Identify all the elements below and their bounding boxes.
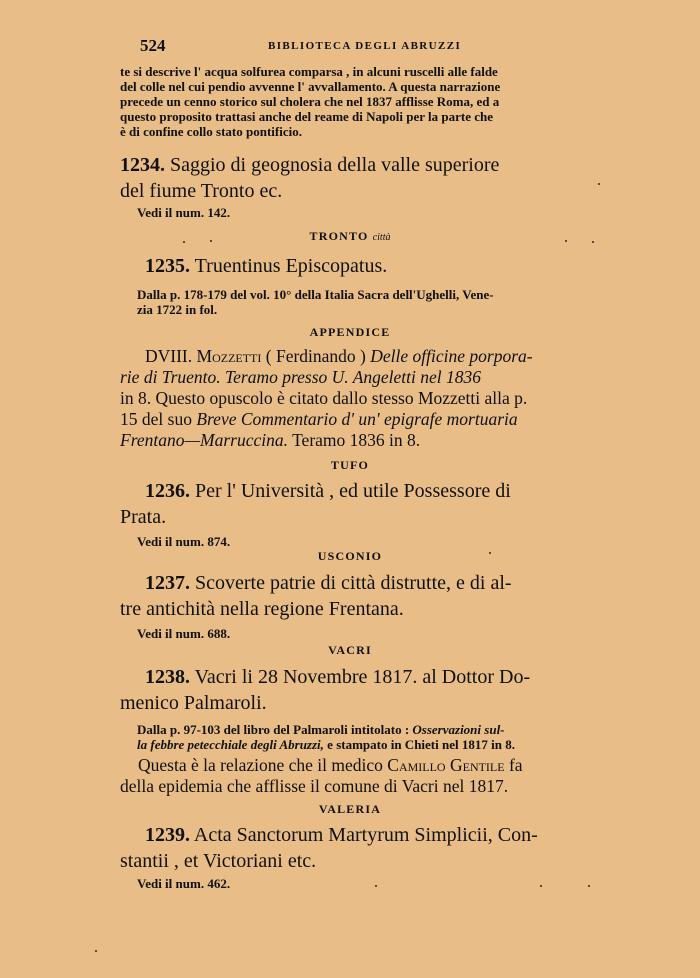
section-heading-vacri <box>0 643 700 658</box>
section-name: USCONIO <box>317 549 383 563</box>
scan-speck <box>489 552 491 554</box>
note-line <box>120 755 630 776</box>
appendix-line <box>120 346 630 367</box>
appendix-author-given: ( Ferdinando ) <box>265 346 366 366</box>
intro-line: del colle nel cui pendio avvenne l' avvallamento. A questa narrazione <box>120 79 501 94</box>
appendix-entry <box>120 346 630 451</box>
entry-title-cont: tre antichità nella regione Frentana. <box>120 598 404 620</box>
entry-1238 <box>120 664 630 716</box>
entry-number: 1238. <box>145 666 190 688</box>
note-text: fa <box>508 755 523 775</box>
intro-line: te si descrive l' acqua solfurea comparsa , in alcuni ruscelli alle falde <box>120 64 498 79</box>
appendix-text: Teramo 1836 in 8. <box>292 430 421 450</box>
note-line: della epidemia che afflisse il comune di Vacri nel 1817. <box>120 776 509 796</box>
entry-number: 1237. <box>145 572 190 594</box>
scan-speck <box>210 240 212 242</box>
section-heading-valeria <box>0 802 700 817</box>
intro-line: precede un cenno storico sul cholera che nel 1837 afflisse Roma, ed a <box>120 94 500 109</box>
intro-line: è di confine collo stato pontificio. <box>120 124 302 139</box>
entry-1234 <box>120 152 630 204</box>
entry-title: Scoverte patrie di città distrutte, e di al- <box>195 572 512 594</box>
running-title: BIBLIOTECA DEGLI ABRUZZI <box>268 40 462 52</box>
scan-speck <box>183 241 185 243</box>
appendix-line: rie di Truento. Teramo presso U. Angeletti nel 1836 <box>120 367 482 387</box>
note-line <box>137 722 627 737</box>
appendix-text: 15 del suo <box>120 409 192 429</box>
entry-title-cont: menico Palmaroli. <box>120 692 267 714</box>
cross-reference: Vedi il num. 688. <box>137 626 231 641</box>
cross-reference: Vedi il num. 874. <box>137 534 231 549</box>
scan-speck <box>375 885 377 887</box>
entry-note <box>137 287 627 317</box>
scan-speck <box>592 241 594 243</box>
entry-line <box>120 570 630 596</box>
entry-1235 <box>145 253 655 279</box>
note-line <box>137 737 627 752</box>
section-suffix: città <box>372 232 391 243</box>
entry-line <box>120 152 630 178</box>
section-name: VACRI <box>328 643 372 657</box>
scan-speck <box>565 240 567 242</box>
page-number: 524 <box>140 36 166 55</box>
entry-number: 1239. <box>145 824 190 846</box>
entry-number: 1236. <box>145 480 190 502</box>
entry-1236 <box>120 478 630 530</box>
section-name: TRONTO <box>309 229 369 243</box>
appendix-cited-title: Breve Commentario d' un' epigrafe mortuaria <box>196 409 518 429</box>
entry-number: 1235. <box>145 255 190 277</box>
note-text: Questa è la relazione che il medico <box>138 755 383 775</box>
entry-title: Truentinus Episcopatus. <box>194 255 388 277</box>
entry-1237 <box>120 570 630 622</box>
cross-reference: Vedi il num. 142. <box>137 205 231 220</box>
note-cited-title: Osservazioni sul- <box>412 722 505 737</box>
section-heading-usconio <box>0 549 700 564</box>
appendix-line: in 8. Questo opuscolo è citato dallo stesso Mozzetti alla p. <box>120 388 528 408</box>
entry-title: Acta Sanctorum Martyrum Simplicii, Con- <box>193 824 538 846</box>
appendix-author: Mozzetti <box>196 346 262 366</box>
entry-title-cont: Prata. <box>120 506 167 528</box>
scan-speck <box>95 950 97 952</box>
entry-title: Vacri li 28 Novembre 1817. al Dottor Do- <box>194 666 531 688</box>
note-line: Dalla p. 178-179 del vol. 10° della Italia Sacra dell'Ughelli, Vene- <box>137 287 494 302</box>
section-heading-tufo <box>0 458 700 473</box>
cross-reference: Vedi il num. 462. <box>137 876 231 891</box>
section-name: TUFO <box>330 458 370 472</box>
appendix-line <box>120 409 630 430</box>
note-person-name: Camillo Gentile <box>387 755 505 775</box>
entry-title-cont: stantii , et Victoriani etc. <box>120 850 317 872</box>
note-cited-title: la febbre petecchiale degli Abruzzi, <box>137 737 324 752</box>
entry-number: 1234. <box>120 154 165 176</box>
intro-line: questo proposito trattasi anche del reame di Napoli per la parte che <box>120 109 494 124</box>
scan-speck <box>540 885 542 887</box>
section-heading-appendice <box>0 325 700 340</box>
entry-1239 <box>120 822 630 874</box>
section-name: APPENDICE <box>309 325 391 339</box>
entry-line <box>120 664 630 690</box>
entry-title: Saggio di geognosia della valle superiore <box>170 154 500 176</box>
entry-note <box>137 722 627 752</box>
scan-speck <box>598 183 600 185</box>
intro-paragraph <box>120 64 630 139</box>
entry-title: Per l' Università , ed utile Possessore di <box>195 480 511 502</box>
entry-note-body <box>120 755 630 797</box>
appendix-roman-number: DVIII. <box>145 346 193 366</box>
appendix-line <box>120 430 630 451</box>
entry-line <box>120 822 630 848</box>
appendix-title: Delle officine porpora- <box>370 346 533 366</box>
section-heading-tronto <box>0 229 700 244</box>
page-header <box>140 36 560 58</box>
entry-line <box>120 478 630 504</box>
note-text: Dalla p. 97-103 del libro del Palmaroli intitolato : <box>137 722 410 737</box>
appendix-cited-title: Frentano—Marruccina. <box>120 430 289 450</box>
note-text: e stampato in Chieti nel 1817 in 8. <box>327 737 515 752</box>
entry-title-cont: del fiume Tronto ec. <box>120 180 283 202</box>
note-line: zia 1722 in fol. <box>137 302 218 317</box>
section-name: VALERIA <box>318 802 382 816</box>
scan-speck <box>588 885 590 887</box>
